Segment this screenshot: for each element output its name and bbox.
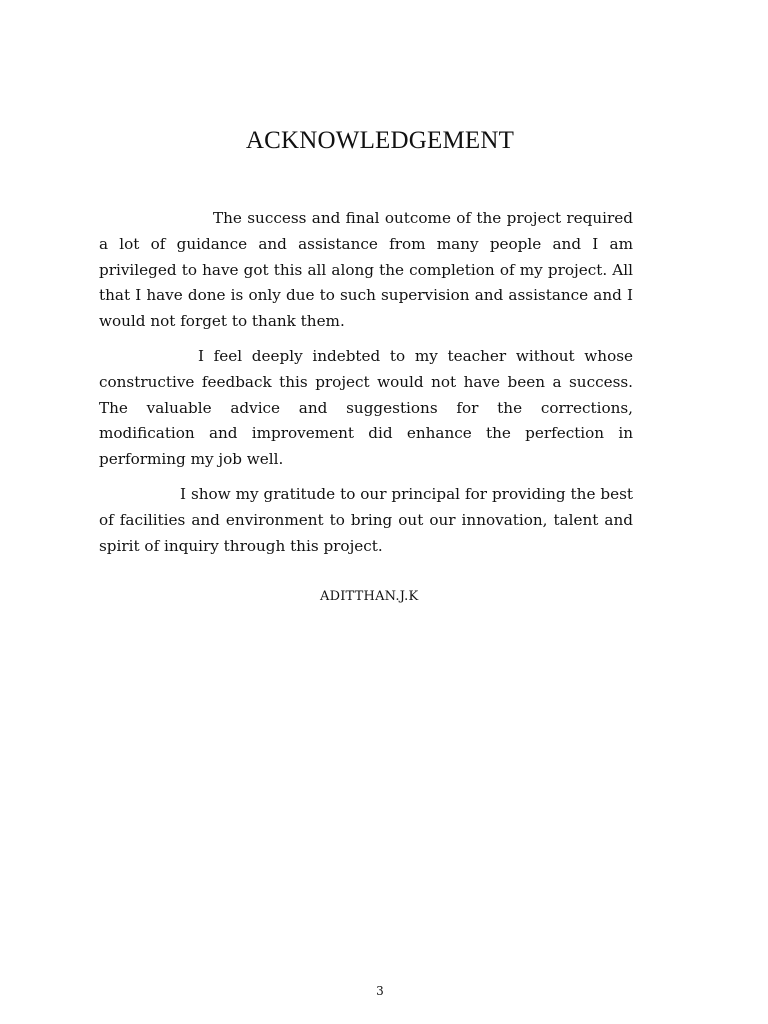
page-number: 3 [376,984,384,998]
paragraph-1: The success and final outcome of the project required a lot of guidance and assistance from many people and I am privileged to have got this all along the completion of my project. All that I have done is only due to such supervision and assistance and I would not forget to thank them. [99,209,633,331]
paragraph-3: I show my gratitude to our principal for providing the best of facilities and environment to bring out our innovation, talent and spirit of inquiry through this project. [99,484,633,555]
paragraph-2: I feel deeply indebted to my teacher without whose constructive feedback this project would not have been a success. The valuable advice and suggestions for the corrections, modification and improvement did enhance the perfection in performing my job well. [99,346,633,469]
author-signature: ADITTHAN.J.K [320,589,419,604]
page-title: ACKNOWLEDGEMENT [245,127,515,154]
acknowledgement-body [99,206,633,568]
